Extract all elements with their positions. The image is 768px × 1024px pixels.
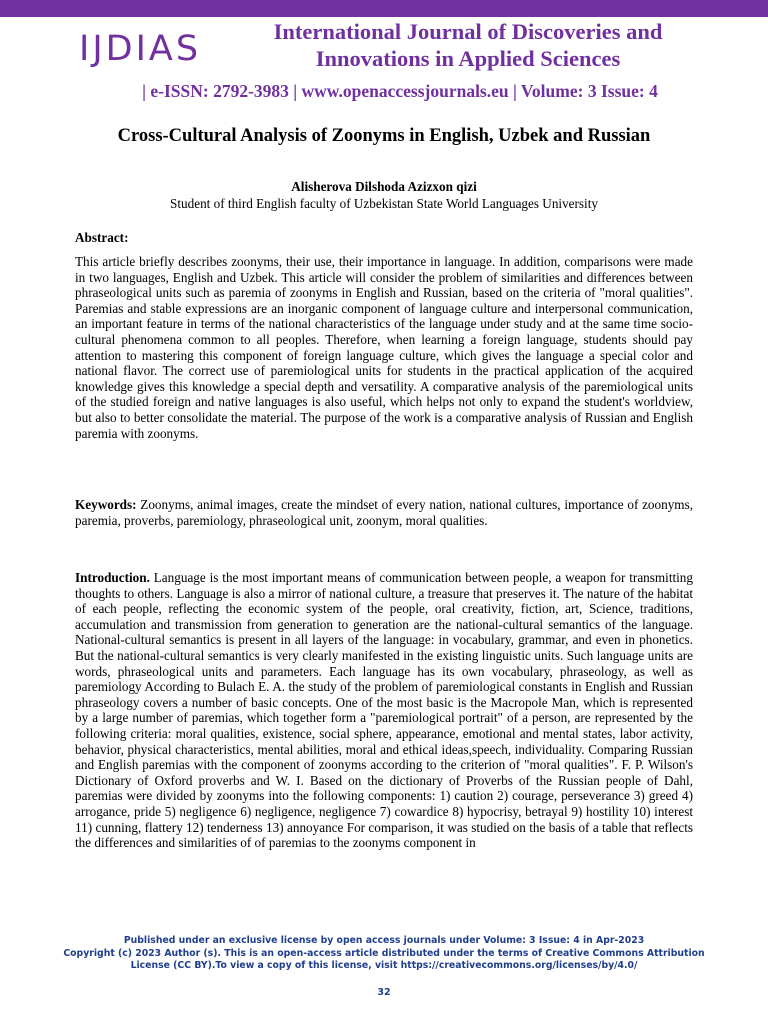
author-name: Alisherova Dilshoda Azizxon qizi (291, 179, 477, 194)
page-number: 32 (377, 987, 391, 998)
journal-logo: IJDIAS (79, 29, 202, 69)
author-affiliation: Student of third English faculty of Uzbekistan State World Languages University (170, 196, 598, 211)
keywords-text: Zoonyms, animal images, create the mindset of every nation, national cultures, importance of zoonyms, paremia, proverbs, paremiology, phraseological unit, zoonym, moral qualities. (75, 497, 693, 528)
license-footer (60, 935, 708, 973)
journal-name: International Journal of Discoveries and Innovations in Applied Sciences (273, 19, 663, 71)
keywords-label: Keywords: (75, 497, 137, 512)
keywords-paragraph (75, 497, 693, 528)
abstract-text: This article briefly describes zoonyms, their use, their importance in language. In addition, comparisons were made in two languages, English and Uzbek. This article will consider the problem of similarities and differences between phraseological units such as paremia of zoonyms in English and Russian, based on the criteria of "moral qualities". Paremias and stable expressions are an inorganic component of language culture and interpersonal communication, an important feature in terms of the national characteristics of the language under study and at the same time socio-cultural phenomena common to all peoples. Therefore, when learning a foreign language, students should pay attention to mastering this component of foreign language culture, which gives the language a special color and national flavor. The correct use of paremiological units for students in the practical application of the acquired knowledge gives this knowledge a special depth and versatility. A comparative analysis of the paremiological units of the studied foreign and native languages is also useful, which helps not only to expand the student's worldview, but also to better consolidate the material. The purpose of the work is a comparative analysis of Russian and English paremia with zoonyms. (75, 254, 693, 441)
article-title: Cross-Cultural Analysis of Zoonyms in English, Uzbek and Russian (117, 126, 651, 146)
footer-published-line: Published under an exclusive license by open access journals under Volume: 3 Issue: 4 in Apr-2023 (123, 935, 645, 946)
header-accent-bar (0, 0, 768, 17)
introduction-text: Language is the most important means of communication between people, a weapon for transmitting thoughts to others. Language is also a mirror of national culture, a treasure that preserves it. The nature of the habitat of each people, reflecting the economic system of the people, oral creativity, fiction, art, Science, traditions, accumulation and transmission from generation to generation are the national-cultural semantics of the language. National-cultural semantics is present in all layers of the language: in vocabulary, grammar, and even in phonetics. But the national-cultural semantics is very clearly manifested in the existing linguistic units. Such language units are words, phraseological units and parameters. Each language has its own vocabulary, phraseology, as well as paremiology According to Bulach E. A. the study of the problem of paremiological constants in English and Russian phraseology covers a number of basic concepts. One of the most basic is the Macropole Man, which is represented by a large number of paremias, which together form a "paremiological portrait" of a person, are represented by the following criteria: moral qualities, existence, social sphere, appearance, emotional and mental states, labor activity, behavior, physical characteristics, mental abilities, moral and ethical ideas,speech, individuality. Comparing Russian and English paremias with the component of zoonyms according to the criterion of "moral qualities". F. P. Wilson's Dictionary of Oxford proverbs and W. I. Based on the dictionary of Proverbs of the Russian people of Dahl, paremias were divided by zoonyms into the following components: 1) caution 2) courage, perseverance 3) greed 4) arrogance, pride 5) negligence 6) negligence, negligence 7) cowardice 8) hypocrisy, betrayal 9) hostility 10) interest 11) cunning, flattery 12) tenderness 13) annoyance For comparison, it was studied on the basis of a table that reflects the differences and similarities of of paremias to the zoonyms component in (75, 570, 693, 851)
introduction-label: Introduction. (75, 570, 150, 585)
abstract-heading: Abstract: (75, 230, 129, 245)
issn-line: | e-ISSN: 2792-3983 | www.openaccessjournals.eu | Volume: 3 Issue: 4 (142, 81, 658, 101)
introduction-paragraph (75, 570, 693, 851)
footer-copyright-line: Copyright (c) 2023 Author (s). This is an open-access article distributed under the terms of Creative Commons Attribution License (CC BY).To view a copy of this license, visit https://creativecommons.org/licenses/by/4.0/ (63, 947, 705, 972)
